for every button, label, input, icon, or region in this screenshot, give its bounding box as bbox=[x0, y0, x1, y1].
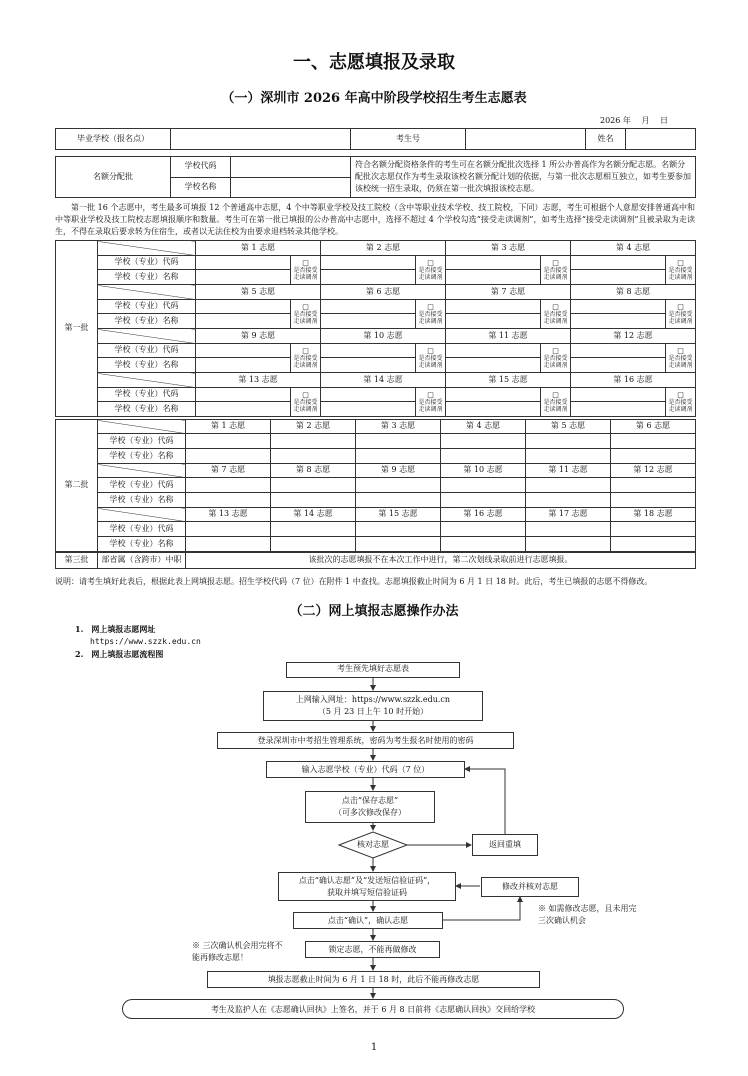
row-code-label: 学校（专业）代码 bbox=[98, 434, 186, 449]
choice-header: 第 7 志愿 bbox=[446, 285, 571, 300]
choice-header: 第 14 志愿 bbox=[321, 373, 446, 388]
flow-step-save: 点击“保存志愿” （可多次修改保存） bbox=[305, 791, 435, 823]
batch3-sub: 部省属（含跨市）中职 bbox=[98, 553, 186, 569]
form-note: 说明：请考生填好此表后，根据此表上网填报志愿。招生学校代码（7 位）在附件 1 中查找。志愿填报截止时间为 6 月 1 日 18 时。此后，考生已填报的志愿不得修改。 bbox=[55, 577, 653, 586]
flow-step-input-code: 输入志愿学校（专业）代码（7 位） bbox=[266, 761, 465, 778]
choice-header: 第 8 志愿 bbox=[271, 464, 356, 478]
choice-header: 第 1 志愿 bbox=[196, 241, 321, 256]
list-item-url: 1. 网上填报志愿网址 bbox=[75, 624, 156, 634]
row-name-label: 学校（专业）名称 bbox=[98, 493, 186, 508]
flow-note-modify: ※ 如需修改志愿，且未用完三次确认机会 bbox=[538, 904, 637, 925]
accept-checkbox[interactable]: □ 是否接受走读调剂 bbox=[666, 344, 696, 373]
choice-header: 第 16 志愿 bbox=[441, 508, 526, 522]
choice-header: 第 9 志愿 bbox=[196, 329, 321, 344]
accept-checkbox[interactable]: □ 是否接受走读调剂 bbox=[291, 256, 321, 285]
flow-step-prepare: 考生预先填好志愿表 bbox=[286, 662, 460, 678]
choice-header: 第 12 志愿 bbox=[611, 464, 696, 478]
choice-header: 第 11 志愿 bbox=[526, 464, 611, 478]
choice-header: 第 5 志愿 bbox=[196, 285, 321, 300]
accept-checkbox[interactable]: □ 是否接受走读调剂 bbox=[666, 388, 696, 417]
row-code-label: 学校（专业）代码 bbox=[98, 344, 196, 358]
flow-step-refill: 返回重填 bbox=[472, 834, 538, 856]
choice-header: 第 18 志愿 bbox=[611, 508, 696, 522]
batch3-label: 第三批 bbox=[56, 553, 98, 569]
accept-checkbox[interactable]: □ 是否接受走读调剂 bbox=[291, 300, 321, 329]
flow-step-confirm-sms: 点击“确认志愿”及“发送短信验证码”， 获取并填写短信验证码 bbox=[278, 872, 456, 901]
choice-header: 第 11 志愿 bbox=[446, 329, 571, 344]
choice-header: 第 14 志愿 bbox=[271, 508, 356, 522]
choice-header: 第 3 志愿 bbox=[356, 420, 441, 434]
accept-checkbox[interactable]: □ 是否接受走读调剂 bbox=[666, 256, 696, 285]
accept-checkbox[interactable]: □ 是否接受走读调剂 bbox=[416, 388, 446, 417]
flow-note-lock: ※ 三次确认机会用完将不能再修改志愿！ bbox=[192, 941, 283, 962]
choice-header: 第 3 志愿 bbox=[446, 241, 571, 256]
choice-header: 第 2 志愿 bbox=[321, 241, 446, 256]
name-label: 姓名 bbox=[586, 129, 626, 150]
choice-header: 第 16 志愿 bbox=[571, 373, 696, 388]
choice-header: 第 15 志愿 bbox=[446, 373, 571, 388]
choice-header: 第 12 志愿 bbox=[571, 329, 696, 344]
choice-header: 第 10 志愿 bbox=[321, 329, 446, 344]
accept-checkbox[interactable]: □ 是否接受走读调剂 bbox=[416, 300, 446, 329]
choice-header: 第 4 志愿 bbox=[571, 241, 696, 256]
row-name-label: 学校（专业）名称 bbox=[98, 314, 196, 329]
grad-school-label: 毕业学校（报名点） bbox=[56, 129, 171, 150]
row-code-label: 学校（专业）代码 bbox=[98, 478, 186, 493]
choice-header: 第 9 志愿 bbox=[356, 464, 441, 478]
flow-step-receipt: 考生及监护人在《志愿确认回执》上签名，并于 6 月 8 日前将《志愿确认回执》交回给学校 bbox=[122, 999, 624, 1019]
flow-step-lock: 锁定志愿，不能再做修改 bbox=[305, 941, 440, 958]
choice-header: 第 6 志愿 bbox=[611, 420, 696, 434]
choice-header: 第 8 志愿 bbox=[571, 285, 696, 300]
flow-step-modify: 修改并核对志愿 bbox=[481, 877, 579, 897]
row-name-label: 学校（专业）名称 bbox=[98, 402, 196, 417]
intro-paragraph: 第一批 16 个志愿中，考生最多可填报 12 个普通高中志愿，4 个中等职业学校及技工院校（含中等职业技术学校、技工院校，下同）志愿，考生可根据个人意愿安排普通高中和中等职业学校及技工院校志愿填报顺序和数量。考生可在第一批已填报的公办普高中志愿中，选择不超过 4 个学校勾选“接受走读调剂”，如考生选择“接受走读调剂”且被录取为走读生，不得在录取后要求转为住宿生，或者以无法住校为由要求退档转录其他学校。 bbox=[55, 203, 695, 236]
accept-checkbox[interactable]: □ 是否接受走读调剂 bbox=[666, 300, 696, 329]
row-name-label: 学校（专业）名称 bbox=[98, 358, 196, 373]
choice-header: 第 10 志愿 bbox=[441, 464, 526, 478]
quota-code-label: 学校代码 bbox=[171, 157, 231, 178]
batch1-label: 第一批 bbox=[56, 241, 98, 417]
row-name-label: 学校（专业）名称 bbox=[98, 270, 196, 285]
choice-header: 第 1 志愿 bbox=[186, 420, 271, 434]
row-code-label: 学校（专业）代码 bbox=[98, 300, 196, 314]
row-code-label: 学校（专业）代码 bbox=[98, 256, 196, 270]
accept-checkbox[interactable]: □ 是否接受走读调剂 bbox=[541, 300, 571, 329]
flow-step-deadline: 填报志愿截止时间为 6 月 1 日 18 时，此后不能再修改志愿 bbox=[207, 971, 540, 988]
flow-step-confirm: 点击“确认”，确认志愿 bbox=[293, 912, 443, 929]
accept-checkbox[interactable]: □ 是否接受走读调剂 bbox=[416, 256, 446, 285]
choice-header: 第 4 志愿 bbox=[441, 420, 526, 434]
row-name-label: 学校（专业）名称 bbox=[98, 537, 186, 552]
section2-title: （二）网上填报志愿操作办法 bbox=[289, 604, 459, 619]
choice-header: 第 17 志愿 bbox=[526, 508, 611, 522]
choice-header: 第 7 志愿 bbox=[186, 464, 271, 478]
quota-school-label: 学校名称 bbox=[171, 177, 231, 198]
choice-header: 第 6 志愿 bbox=[321, 285, 446, 300]
choice-header: 第 15 志愿 bbox=[356, 508, 441, 522]
accept-checkbox[interactable]: □ 是否接受走读调剂 bbox=[416, 344, 446, 373]
batch2-label: 第二批 bbox=[56, 420, 98, 552]
choice-header: 第 13 志愿 bbox=[186, 508, 271, 522]
accept-checkbox[interactable]: □ 是否接受走读调剂 bbox=[541, 256, 571, 285]
site-url[interactable]: https://www.szzk.edu.cn bbox=[90, 637, 201, 646]
page-title: 一、志愿填报及录取 bbox=[293, 52, 455, 73]
accept-checkbox[interactable]: □ 是否接受走读调剂 bbox=[291, 344, 321, 373]
flow-step-login: 登录深圳市中考招生管理系统，密码为考生报名时使用的密码 bbox=[217, 732, 514, 749]
choice-header: 第 13 志愿 bbox=[196, 373, 321, 388]
list-item-flow: 2. 网上填报志愿流程图 bbox=[75, 649, 164, 659]
row-code-label: 学校（专业）代码 bbox=[98, 388, 196, 402]
date-line: 2026 年 月 日 bbox=[600, 116, 668, 125]
page-number: 1 bbox=[370, 1042, 378, 1053]
choice-header: 第 5 志愿 bbox=[526, 420, 611, 434]
accept-checkbox[interactable]: □ 是否接受走读调剂 bbox=[291, 388, 321, 417]
quota-label: 名额分配批 bbox=[56, 157, 171, 198]
exam-no-label: 考生号 bbox=[351, 129, 466, 150]
accept-checkbox[interactable]: □ 是否接受走读调剂 bbox=[541, 344, 571, 373]
flow-step-check: 核对志愿 bbox=[357, 840, 389, 849]
batch3-text: 该批次的志愿填报不在本次工作中进行，第二次划线录取前进行志愿填报。 bbox=[186, 553, 696, 569]
choice-header: 第 2 志愿 bbox=[271, 420, 356, 434]
flow-step-website: 上网输入网址：https://www.szzk.edu.cn （5 月 23 日上午 10 时开始） bbox=[263, 691, 483, 721]
quota-note: 符合名额分配资格条件的考生可在名额分配批次选择 1 所公办普高作为名额分配志愿。名额分配批次志愿仅作为考生录取该校名额分配计划的依据，与第一批次志愿相互独立，如考生要参加该校统一招生录取，仍须在第一批次填报该校志愿。 bbox=[351, 157, 696, 198]
accept-checkbox[interactable]: □ 是否接受走读调剂 bbox=[541, 388, 571, 417]
form-subtitle: （一）深圳市 2026 年高中阶段学校招生考生志愿表 bbox=[221, 91, 527, 106]
row-name-label: 学校（专业）名称 bbox=[98, 449, 186, 464]
row-code-label: 学校（专业）代码 bbox=[98, 522, 186, 537]
